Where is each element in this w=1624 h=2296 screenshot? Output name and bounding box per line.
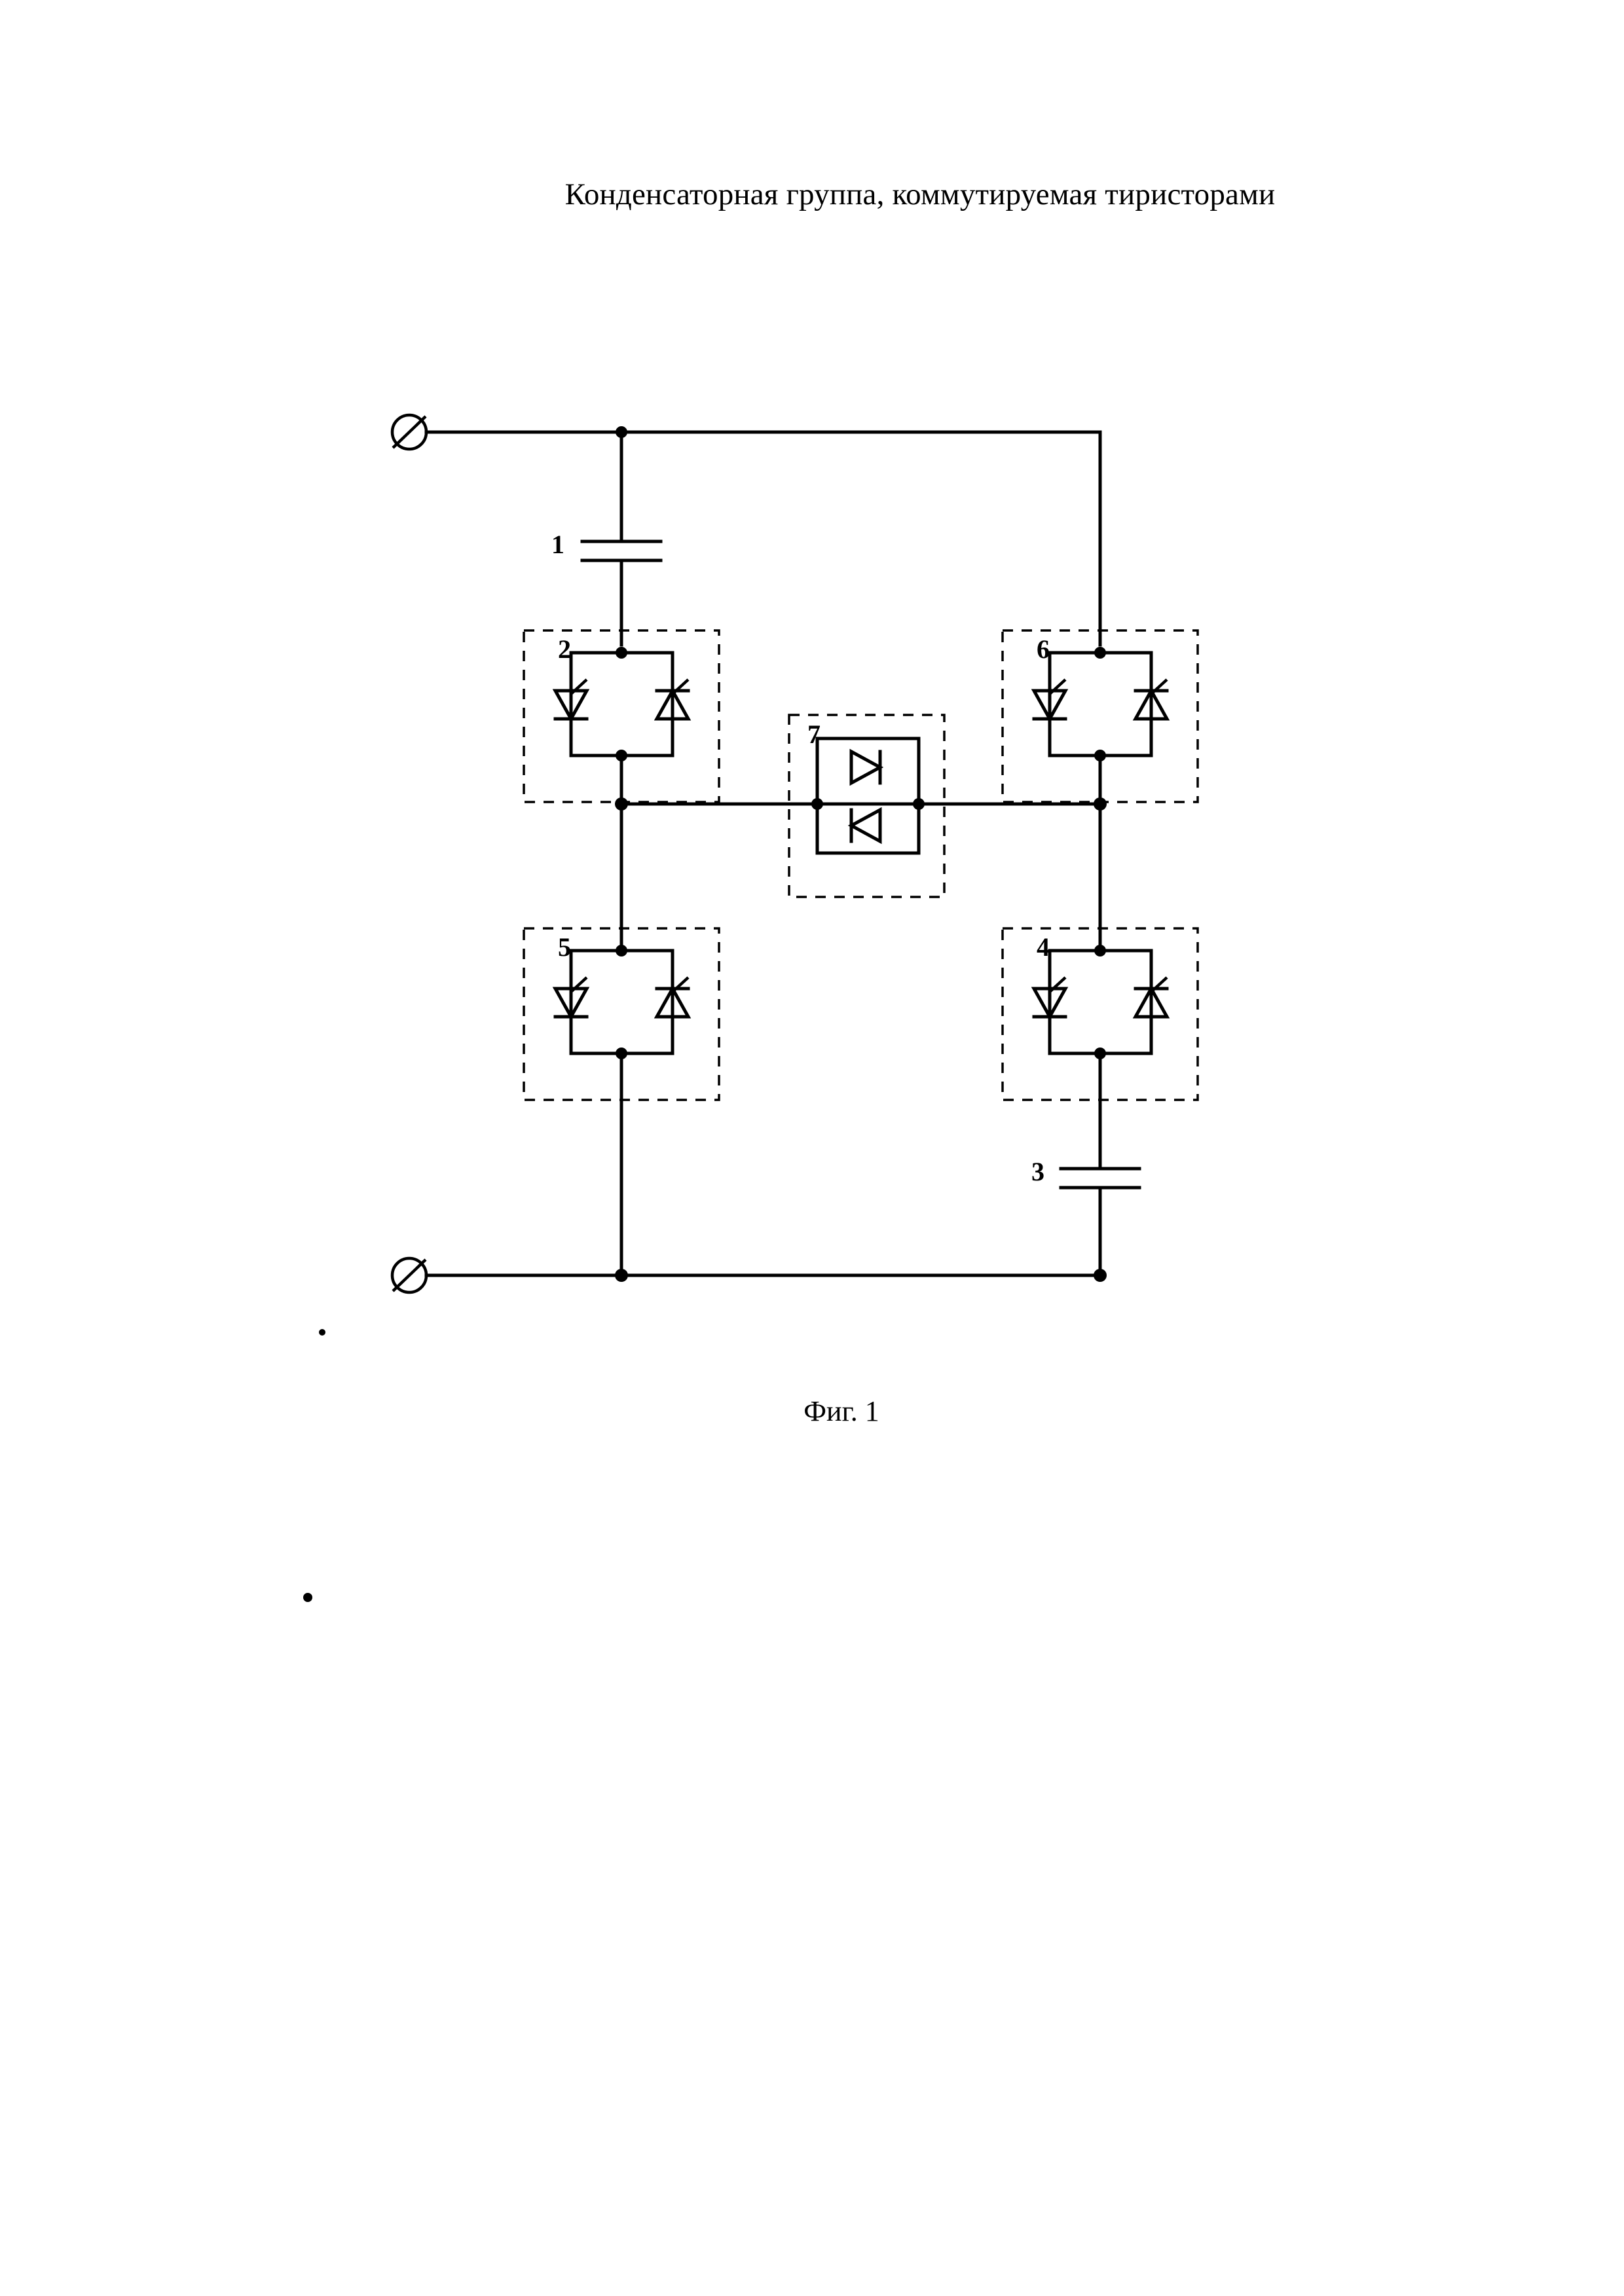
- component-label-3: 3: [1031, 1157, 1044, 1186]
- component-label-6: 6: [1037, 634, 1050, 664]
- node-bottom-left: [615, 1269, 628, 1282]
- component-label-7: 7: [807, 720, 821, 749]
- component-label-4: 4: [1037, 932, 1050, 962]
- terminal-top-icon: [392, 415, 426, 449]
- scan-artifact-dot-upper: [319, 1329, 325, 1336]
- node-bottom-right: [1094, 1269, 1107, 1282]
- capacitor-3-symbol: [1061, 1169, 1139, 1188]
- page-title: Конденсаторная группа, коммутируемая тиристорами: [564, 177, 1276, 211]
- component-label-1: 1: [551, 530, 564, 559]
- terminal-bottom-icon: [392, 1258, 426, 1292]
- component-label-5: 5: [558, 932, 571, 962]
- component-label-2: 2: [558, 634, 571, 664]
- figure-caption: Фиг. 1: [803, 1395, 879, 1427]
- component-block-7: [789, 715, 944, 897]
- scan-artifact-dot-lower: [303, 1593, 312, 1602]
- capacitor-1-symbol: [582, 541, 661, 560]
